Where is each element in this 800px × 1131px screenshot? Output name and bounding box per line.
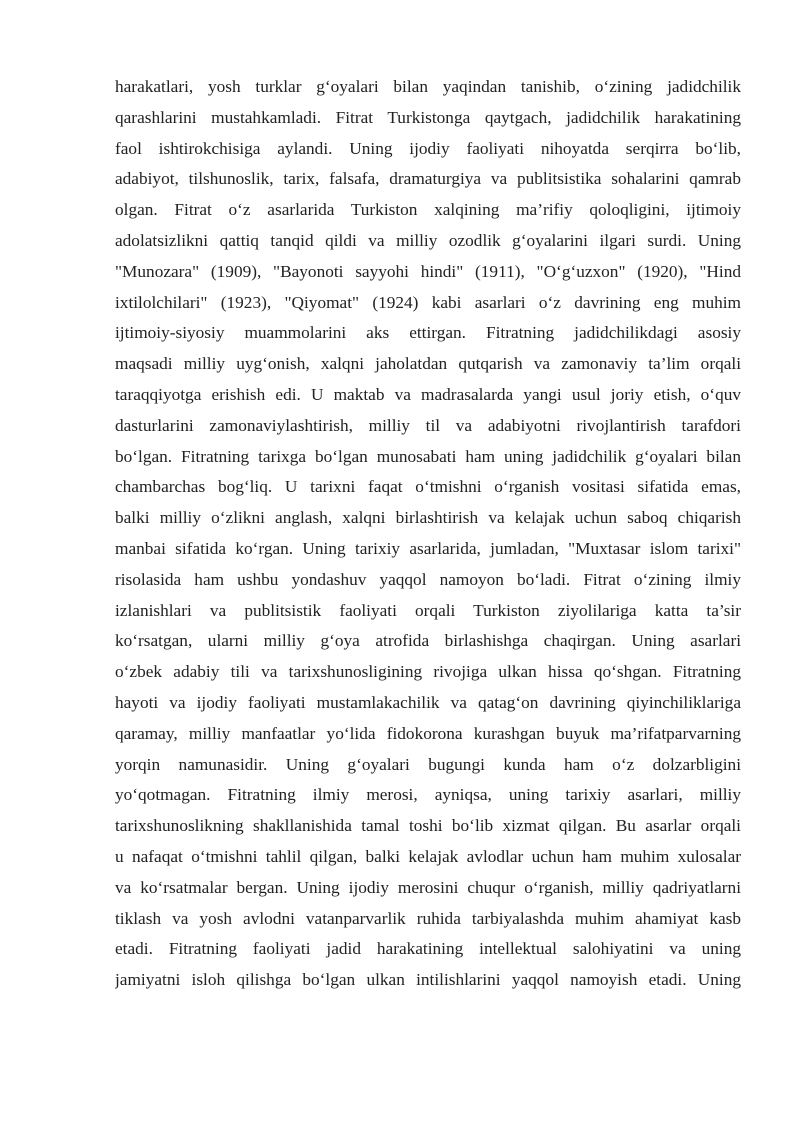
text-line-13: bo‘lgan. Fitratning tarixga bo‘lgan munosabati ham uning jadidchilik g‘oyalari bilan [115,446,741,466]
text-line-26: u nafaqat o‘tmishni tahlil qilgan, balki kelajak avlodlar uchun ham muhim xulosalar [115,846,741,866]
text-line-15: balki milliy o‘zlikni anglash, xalqni birlashtirish va kelajak uchun saboq chiqarish [115,508,741,528]
text-line-27: va ko‘rsatmalar bergan. Uning ijodiy merosini chuqur o‘rganish, milliy qadriyatlarni [115,877,741,897]
text-line-18: izlanishlari va publitsistik faoliyati orqali Turkiston ziyolilariga katta ta’sir [115,600,741,620]
text-line-30: jamiyatni isloh qilishga bo‘lgan ulkan intilishlarini yaqqol namoyish etadi. Uning [115,970,741,990]
text-line-24: yo‘qotmagan. Fitratning ilmiy merosi, ayniqsa, uning tarixiy asarlari, milliy [115,785,741,805]
text-line-17: risolasida ham ushbu yondashuv yaqqol namoyon bo‘ladi. Fitrat o‘zining ilmiy [115,569,741,589]
body-paragraph [115,72,741,996]
text-line-6: adolatsizlikni qattiq tanqid qildi va milliy ozodlik g‘oyalarini ilgari surdi. Uning [115,230,741,250]
text-line-16: manbai sifatida ko‘rgan. Uning tarixiy asarlarida, jumladan, "Muxtasar islom tarixi" [115,538,741,558]
text-line-28: tiklash va yosh avlodni vatanparvarlik ruhida tarbiyalashda muhim ahamiyat kasb [115,908,741,928]
text-line-7: "Munozara" (1909), "Bayonoti sayyohi hindi" (1911), "O‘g‘uzxon" (1920), "Hind [115,261,741,281]
text-line-9: ijtimoiy-siyosiy muammolarini aks ettirgan. Fitratning jadidchilikdagi asosiy [115,323,741,343]
text-line-29: etadi. Fitratning faoliyati jadid harakatining intellektual salohiyatini va uning [115,939,741,959]
text-line-25: tarixshunoslikning shakllanishida tamal toshi bo‘lib xizmat qilgan. Bu asarlar orqali [115,816,741,836]
text-line-23: yorqin namunasidir. Uning g‘oyalari bugungi kunda ham o‘z dolzarbligini [115,754,741,774]
text-line-3: faol ishtirokchisiga aylandi. Uning ijodiy faoliyati nihoyatda serqirra bo‘lib, [115,138,741,158]
text-line-12: dasturlarini zamonaviylashtirish, milliy til va adabiyotni rivojlantirish tarafdori [115,415,741,435]
text-line-22: qaramay, milliy manfaatlar yo‘lida fidokorona kurashgan buyuk ma’rifatparvarning [115,723,741,743]
text-line-21: hayoti va ijodiy faoliyati mustamlakachilik va qatag‘on davrining qiyinchiliklariga [115,692,741,712]
text-line-11: taraqqiyotga erishish edi. U maktab va madrasalarda yangi usul joriy etish, o‘quv [115,384,741,404]
text-line-5: olgan. Fitrat o‘z asarlarida Turkiston xalqining ma’rifiy qoloqligini, ijtimoiy [115,200,741,220]
text-line-20: o‘zbek adabiy tili va tarixshunosligining rivojiga ulkan hissa qo‘shgan. Fitratning [115,662,741,682]
text-line-10: maqsadi milliy uyg‘onish, xalqni jaholatdan qutqarish va zamonaviy ta’lim orqali [115,354,741,374]
text-line-2: qarashlarini mustahkamladi. Fitrat Turkistonga qaytgach, jadidchilik harakatining [115,107,741,127]
text-line-1: harakatlari, yosh turklar g‘oyalari bilan yaqindan tanishib, o‘zining jadidchilik [115,77,741,96]
text-line-4: adabiyot, tilshunoslik, tarix, falsafa, dramaturgiya va publitsistika sohalarini qamrab [115,169,741,189]
text-line-14: chambarchas bog‘liq. U tarixni faqat o‘tmishni o‘rganish vositasi sifatida emas, [115,477,741,497]
document-page [115,72,741,996]
text-line-8: ixtilolchilari" (1923), "Qiyomat" (1924) kabi asarlari o‘z davrining eng muhim [115,292,741,312]
text-line-19: ko‘rsatgan, ularni milliy g‘oya atrofida birlashishga chaqirgan. Uning asarlari [115,631,741,651]
